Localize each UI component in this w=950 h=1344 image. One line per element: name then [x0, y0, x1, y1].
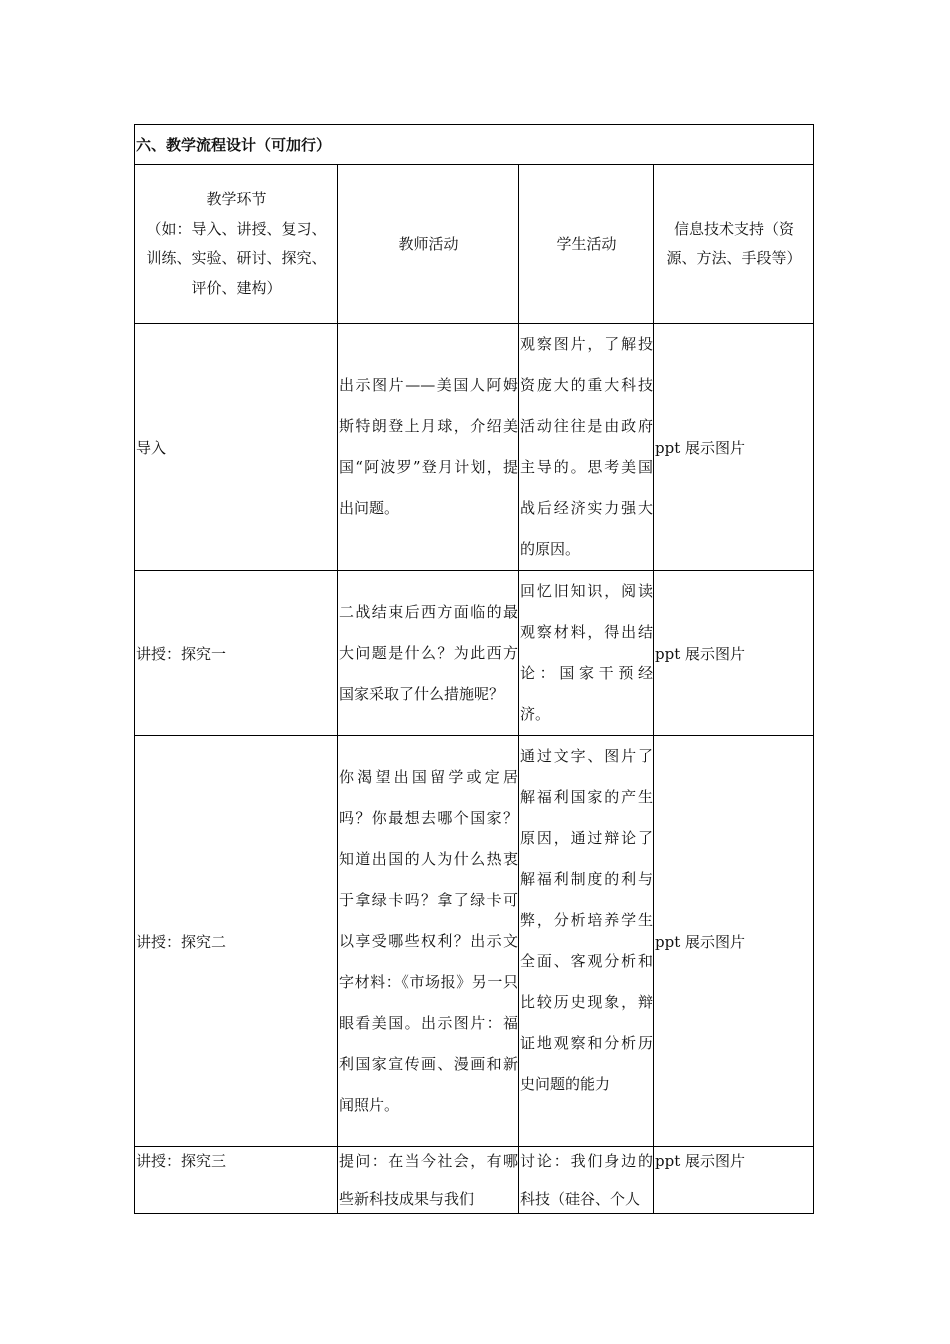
teacher-cell	[338, 324, 519, 571]
student-text: 观察图片，了解投资庞大的重大科技活动往往是由政府主导的。思考美国战后经济实力强大的原因。	[520, 335, 653, 558]
student-cell	[519, 736, 654, 1147]
header-phase-line: （如：导入、讲授、复习、	[146, 219, 327, 238]
table-row	[135, 571, 814, 736]
header-student: 学生活动	[519, 165, 654, 324]
tech-text: ppt 展示图片	[655, 1152, 746, 1170]
header-tech	[654, 165, 814, 324]
teaching-flow-table	[134, 124, 814, 1214]
tech-cell: ppt 展示图片	[654, 736, 814, 1147]
phase-cell	[135, 1147, 338, 1214]
student-cell	[519, 324, 654, 571]
header-tech-line: 信息技术支持（资	[674, 220, 795, 238]
table-row	[135, 736, 814, 1147]
teacher-cell	[338, 736, 519, 1147]
header-tech-line: 源、方法、手段等）	[666, 249, 802, 267]
student-text: 通过文字、图片了解福利国家的产生原因，通过辩论了解福利制度的利与弊，分析培养学生全面、客观分析和比较历史现象，辩证地观察和分析历史问题的能力	[520, 747, 653, 1093]
teacher-text: 二战结束后西方面临的最大问题是什么？为此西方国家采取了什么措施呢？	[339, 602, 518, 703]
phase-cell: 导入	[135, 324, 338, 571]
tech-cell: ppt 展示图片	[654, 571, 814, 736]
header-phase	[135, 165, 338, 324]
section-title: 六、教学流程设计（可加行）	[135, 125, 814, 165]
tech-cell	[654, 1147, 814, 1214]
teacher-cell	[338, 1147, 519, 1214]
header-phase-line: 评价、建构）	[191, 278, 282, 297]
teacher-text: 出示图片——美国人阿姆斯特朗登上月球，介绍美国“阿波罗”登月计划，提出问题。	[339, 376, 518, 517]
phase-cell: 讲授：探究二	[135, 736, 338, 1147]
teacher-text: 提问：在当今社会，有哪些新科技成果与我们	[339, 1152, 518, 1208]
header-row	[135, 165, 814, 324]
header-phase-line: 训练、实验、研讨、探究、	[146, 249, 327, 267]
table-row	[135, 324, 814, 571]
phase-cell: 讲授：探究一	[135, 571, 338, 736]
table-row	[135, 1147, 814, 1214]
teacher-text: 你渴望出国留学或定居吗？你最想去哪个国家？知道出国的人为什么热衷于拿绿卡吗？拿了绿卡可以享受哪些权利？出示文字材料：《市场报》另一只眼看美国。出示图片：福利国家宣传画、漫画和新闻照片。	[339, 767, 518, 1114]
student-cell	[519, 1147, 654, 1214]
header-teacher: 教师活动	[338, 165, 519, 324]
student-text: 回忆旧知识，阅读观察材料，得出结论：国家干预经济。	[520, 582, 653, 723]
header-phase-line: 教学环节	[206, 190, 267, 208]
tech-cell: ppt 展示图片	[654, 324, 814, 571]
student-cell	[519, 571, 654, 736]
student-text: 讨论：我们身边的科技（硅谷、个人	[520, 1152, 653, 1208]
teacher-cell	[338, 571, 519, 736]
phase-text: 讲授：探究三	[136, 1152, 227, 1170]
